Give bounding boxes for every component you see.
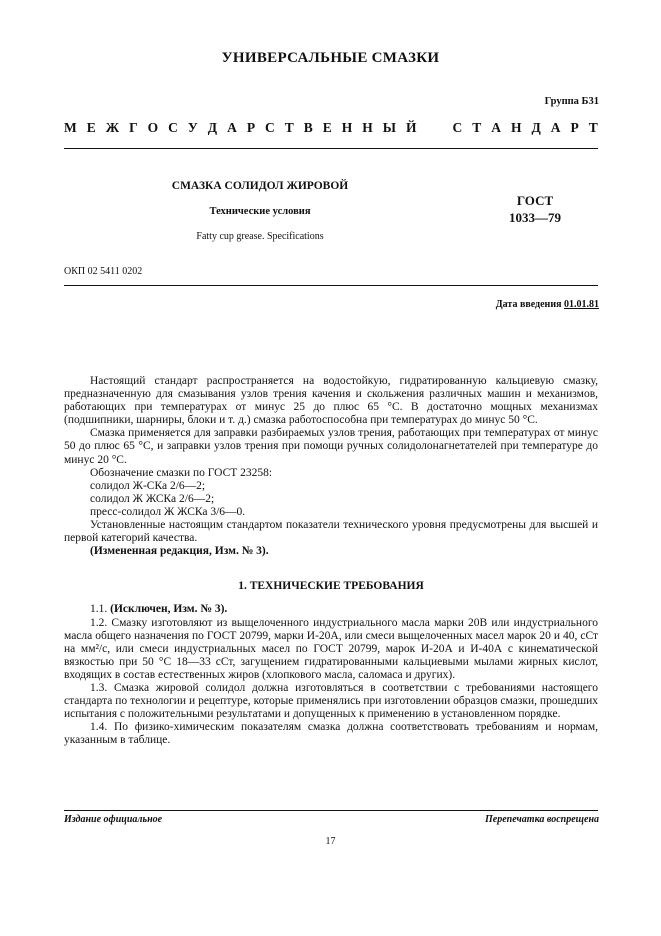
banner-letter: Р: [570, 120, 579, 135]
banner-letter: А: [550, 120, 561, 135]
banner-letter: У: [187, 120, 198, 135]
banner-letter: Т: [588, 120, 598, 135]
banner-letter: А: [491, 120, 501, 135]
banner-letter: С: [168, 120, 178, 135]
banner-letter: В: [303, 120, 313, 135]
banner-letter: Е: [86, 120, 96, 135]
banner-letter: Й: [406, 120, 417, 135]
banner-letter: Е: [322, 120, 332, 135]
banner-letter: Г: [129, 120, 138, 135]
clause-1-2: 1.2. Смазку изготовляют из выщелоченного индустриального масла марки 20В или индустриального масла общего назначения по ГОСТ 20799, марки И-20А, или смеси выщелоченных масел марок 20 и 40, сСт на мм²/с, или смеси индустриальных масел по ГОСТ 20799, марок И-20А и И-40А с кинематической вязкостью при 50 °С 18—33 сСт, загущением гидратированными кальциевыми мылами жирных кислот, входящих в состав естественных жиров (хлопкового масла, саломаса и других).: [64, 616, 598, 681]
section-heading: 1. ТЕХНИЧЕСКИЕ ТРЕБОВАНИЯ: [238, 580, 424, 593]
designation-line: пресс-солидол Ж ЖСКа 3/6—0.: [90, 505, 246, 518]
clause-1-1: [64, 603, 598, 616]
banner-letter: Р: [246, 120, 256, 135]
bottom-divider: [64, 810, 598, 811]
standard-english-title: Fatty cup grease. Specifications: [196, 231, 324, 242]
clause-number: 1.1.: [90, 603, 111, 616]
designation-line: солидол Ж ЖСКа 2/6—2;: [90, 492, 215, 505]
intro-date-label: Дата введения: [495, 299, 564, 310]
top-divider: [64, 148, 598, 149]
banner-letter: С: [265, 120, 275, 135]
standard-title: СМАЗКА СОЛИДОЛ ЖИРОВОЙ: [171, 180, 349, 192]
group-label: Группа Б31: [544, 96, 599, 107]
interstate-standard-banner: [64, 120, 598, 136]
page-number: 17: [325, 836, 336, 847]
banner-letter: Т: [284, 120, 294, 135]
gost-label: ГОСТ: [516, 193, 554, 208]
section-title: УНИВЕРСАЛЬНЫЕ СМАЗКИ: [221, 50, 440, 66]
banner-letter: Ж: [105, 120, 120, 135]
clause-1-4: 1.4. По физико-химическим показателям смазка должна соответствовать требованиям и нормам, указанным в таблице.: [64, 721, 598, 747]
banner-letter: Ы: [382, 120, 397, 135]
banner-letter: Н: [341, 120, 353, 135]
revision-note: (Измененная редакция, Изм. № 3).: [90, 545, 269, 558]
official-edition-label: Издание официальное: [64, 814, 163, 825]
banner-letter: О: [147, 120, 159, 135]
designation-line: солидол Ж-СКа 2/6—2;: [90, 479, 206, 492]
document-body: [64, 375, 598, 747]
paragraph: Установленные настоящим стандартом показатели технического уровня предусмотрены для высшей и первой категорий качества.: [64, 519, 598, 545]
intro-date-value: 01.01.81: [564, 299, 599, 310]
paragraph: Настоящий стандарт распространяется на водостойкую, гидратированную кальциевую смазку, предназначенную для смазывания узлов трения качения и скольжения различных машин и механизмов, работающих при температурах от минус 25 до плюс 65 °С. В достаточно мощных механизмах (подшипники, шарниры, блоки и т. д.) смазка работоспособна при температурах до минус 50 °С.: [64, 375, 598, 427]
paragraph: Обозначение смазки по ГОСТ 23258:: [90, 466, 273, 479]
banner-letter: С: [452, 120, 463, 135]
clause-1-3: 1.3. Смазка жировой солидол должна изготовляться в соответствии с требованиями настоящего стандарта по технологии и рецептуре, которые применялись при изготовлении образцов смазки, прошедших испытания с положительными результатами и допущенных к применению в установленном порядке.: [64, 681, 598, 721]
banner-letter: А: [227, 120, 237, 135]
banner-word-gap: [427, 120, 443, 136]
middle-divider: [64, 285, 598, 286]
banner-letter: М: [64, 120, 77, 135]
standard-subtitle: Технические условия: [209, 206, 311, 217]
banner-letter: Т: [472, 120, 482, 135]
clause-text: (Исключен, Изм. № 3).: [110, 603, 228, 616]
introduction-date: [496, 299, 599, 310]
reprint-prohibited-label: Перепечатка воспрещена: [485, 814, 599, 825]
gost-number: 1033—79: [509, 210, 561, 225]
banner-letter: Н: [510, 120, 522, 135]
okp-code: ОКП 02 5411 0202: [64, 266, 143, 277]
banner-letter: Н: [362, 120, 373, 135]
paragraph: Смазка применяется для заправки разбираемых узлов трения, работающих при температурах от минус 50 до плюс 65 °С, и заправки узлов трения при помощи ручных солидолонагнетателей при температуре до минус 20 °С.: [64, 427, 598, 466]
banner-letter: Д: [207, 120, 218, 135]
banner-letter: Д: [531, 120, 541, 135]
